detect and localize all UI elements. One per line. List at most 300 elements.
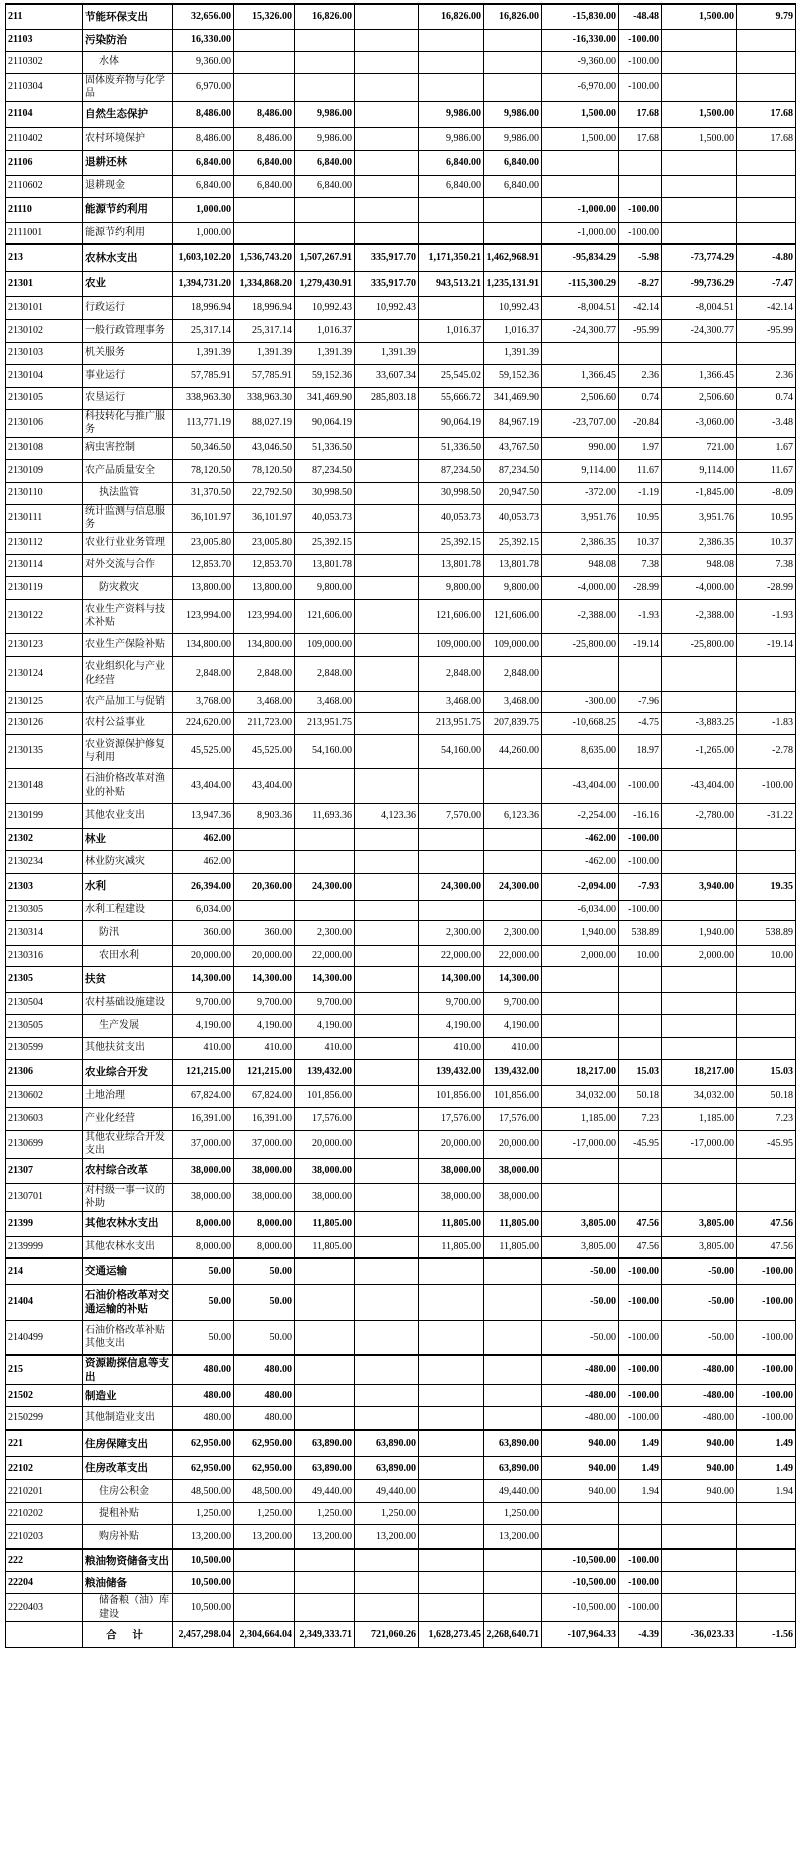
cell-value-9: -4,000.00 (662, 576, 737, 599)
cell-value-9: 3,805.00 (662, 1236, 737, 1258)
table-row (6, 734, 796, 768)
cell-item-name: 水利工程建设 (83, 900, 173, 920)
cell-value-3: 40,053.73 (295, 504, 355, 532)
cell-value-8 (619, 656, 662, 691)
table-row (6, 1236, 796, 1258)
cell-value-8: 50.18 (619, 1085, 662, 1107)
cell-value-6: 11,805.00 (484, 1236, 542, 1258)
cell-value-9: -3,060.00 (662, 409, 737, 437)
cell-value-8: -100.00 (619, 850, 662, 873)
cell-value-1: 10,500.00 (173, 1549, 234, 1572)
cell-value-9 (662, 1503, 737, 1525)
cell-value-8: -100.00 (619, 1320, 662, 1355)
cell-value-3 (295, 197, 355, 222)
cell-value-5 (419, 1385, 484, 1407)
cell-value-3: 11,805.00 (295, 1211, 355, 1236)
cell-value-7 (542, 656, 619, 691)
cell-value-3: 14,300.00 (295, 966, 355, 992)
cell-value-10: 1.49 (737, 1457, 796, 1480)
cell-item-name: 农村环境保护 (83, 127, 173, 150)
cell-value-4 (355, 1236, 419, 1258)
cell-value-2: 18,996.94 (234, 296, 295, 319)
cell-value-9 (662, 342, 737, 364)
cell-value-3: 13,200.00 (295, 1525, 355, 1549)
cell-value-7: -2,388.00 (542, 599, 619, 633)
cell-value-10 (737, 29, 796, 51)
cell-value-5: 1,171,350.21 (419, 244, 484, 271)
cell-value-6 (484, 51, 542, 73)
table-row (6, 504, 796, 532)
cell-value-8: -1.19 (619, 482, 662, 504)
table-row (6, 633, 796, 656)
cell-item-name: 储备粮（油）库建设 (83, 1594, 173, 1622)
table-row (6, 244, 796, 271)
cell-item-name: 林业防灾减灾 (83, 850, 173, 873)
cell-value-5 (419, 1572, 484, 1594)
cell-value-3: 63,890.00 (295, 1457, 355, 1480)
cell-item-name: 农业组织化与产业化经营 (83, 656, 173, 691)
cell-value-6: 2,268,640.71 (484, 1622, 542, 1648)
cell-value-7: -462.00 (542, 850, 619, 873)
table-row (6, 920, 796, 945)
cell-value-5 (419, 1430, 484, 1457)
cell-value-4 (355, 1385, 419, 1407)
cell-value-5: 40,053.73 (419, 504, 484, 532)
cell-value-10: 50.18 (737, 1085, 796, 1107)
cell-value-3 (295, 1284, 355, 1320)
cell-value-1: 32,656.00 (173, 4, 234, 29)
cell-value-1: 121,215.00 (173, 1059, 234, 1085)
cell-value-8 (619, 1525, 662, 1549)
cell-code: 21110 (6, 197, 83, 222)
cell-value-4 (355, 966, 419, 992)
cell-value-3: 2,300.00 (295, 920, 355, 945)
cell-value-10: 0.74 (737, 387, 796, 409)
cell-value-3: 1,016.37 (295, 319, 355, 342)
cell-value-4 (355, 1014, 419, 1037)
cell-value-1: 13,947.36 (173, 803, 234, 828)
cell-value-10 (737, 992, 796, 1014)
cell-value-5: 54,160.00 (419, 734, 484, 768)
cell-value-7: -1,000.00 (542, 197, 619, 222)
cell-value-4 (355, 175, 419, 197)
cell-value-4: 1,250.00 (355, 1503, 419, 1525)
table-row (6, 1183, 796, 1211)
table-row (6, 1355, 796, 1385)
cell-value-5: 943,513.21 (419, 271, 484, 296)
cell-value-4 (355, 1258, 419, 1284)
cell-value-2: 57,785.91 (234, 364, 295, 387)
cell-value-7: -15,830.00 (542, 4, 619, 29)
cell-value-9: -3,883.25 (662, 712, 737, 734)
cell-value-6 (484, 1258, 542, 1284)
cell-value-4: 1,391.39 (355, 342, 419, 364)
cell-value-8: -100.00 (619, 197, 662, 222)
cell-value-5: 38,000.00 (419, 1183, 484, 1211)
cell-value-8: -100.00 (619, 1572, 662, 1594)
cell-value-7 (542, 1503, 619, 1525)
cell-value-1: 20,000.00 (173, 945, 234, 966)
table-row (6, 1320, 796, 1355)
cell-value-6 (484, 900, 542, 920)
cell-value-6: 139,432.00 (484, 1059, 542, 1085)
cell-value-1: 2,848.00 (173, 656, 234, 691)
cell-value-1: 4,190.00 (173, 1014, 234, 1037)
table-row (6, 576, 796, 599)
cell-value-7 (542, 175, 619, 197)
cell-value-7: 3,805.00 (542, 1211, 619, 1236)
table-row (6, 271, 796, 296)
cell-value-10 (737, 1525, 796, 1549)
cell-value-1: 26,394.00 (173, 873, 234, 900)
cell-value-8: -100.00 (619, 768, 662, 803)
cell-value-2: 1,334,868.20 (234, 271, 295, 296)
cell-value-4: 33,607.34 (355, 364, 419, 387)
cell-value-9 (662, 656, 737, 691)
cell-value-7: -6,034.00 (542, 900, 619, 920)
cell-value-4 (355, 900, 419, 920)
cell-value-10: 10.95 (737, 504, 796, 532)
cell-value-9 (662, 175, 737, 197)
cell-item-name: 污染防治 (83, 29, 173, 51)
cell-value-9: -50.00 (662, 1284, 737, 1320)
cell-value-10: -1.83 (737, 712, 796, 734)
cell-value-5: 25,545.02 (419, 364, 484, 387)
cell-value-5 (419, 222, 484, 244)
cell-value-6: 59,152.36 (484, 364, 542, 387)
cell-value-1: 8,000.00 (173, 1236, 234, 1258)
cell-value-6 (484, 1407, 542, 1430)
cell-value-5: 11,805.00 (419, 1211, 484, 1236)
cell-value-2: 50.00 (234, 1258, 295, 1284)
cell-value-2 (234, 1572, 295, 1594)
cell-value-7: -23,707.00 (542, 409, 619, 437)
cell-value-3: 51,336.50 (295, 437, 355, 459)
cell-value-8 (619, 1183, 662, 1211)
cell-value-4 (355, 319, 419, 342)
cell-value-2: 134,800.00 (234, 633, 295, 656)
cell-value-5 (419, 73, 484, 101)
cell-value-6 (484, 1549, 542, 1572)
cell-value-5: 6,840.00 (419, 175, 484, 197)
cell-value-5: 51,336.50 (419, 437, 484, 459)
cell-value-3: 11,693.36 (295, 803, 355, 828)
cell-value-3: 38,000.00 (295, 1158, 355, 1183)
cell-value-8: 10.00 (619, 945, 662, 966)
cell-value-2: 8,486.00 (234, 101, 295, 127)
cell-value-10: -100.00 (737, 1284, 796, 1320)
cell-value-9 (662, 1183, 737, 1211)
cell-value-8: -100.00 (619, 51, 662, 73)
table-row (6, 222, 796, 244)
cell-value-5: 20,000.00 (419, 1130, 484, 1158)
cell-value-5: 2,848.00 (419, 656, 484, 691)
cell-value-6: 1,235,131.91 (484, 271, 542, 296)
cell-item-name: 住房公积金 (83, 1480, 173, 1503)
table-row (6, 1258, 796, 1284)
table-row (6, 1480, 796, 1503)
cell-value-2: 3,468.00 (234, 691, 295, 712)
cell-value-3: 59,152.36 (295, 364, 355, 387)
cell-code: 2130314 (6, 920, 83, 945)
cell-value-9: 2,506.60 (662, 387, 737, 409)
cell-value-9: -36,023.33 (662, 1622, 737, 1648)
cell-value-7: -95,834.29 (542, 244, 619, 271)
cell-value-9 (662, 51, 737, 73)
cell-code: 2210203 (6, 1525, 83, 1549)
cell-code: 21399 (6, 1211, 83, 1236)
cell-value-1: 48,500.00 (173, 1480, 234, 1503)
cell-value-6: 14,300.00 (484, 966, 542, 992)
table-row (6, 437, 796, 459)
cell-value-8: 17.68 (619, 101, 662, 127)
cell-value-8: -100.00 (619, 1258, 662, 1284)
cell-value-10: -1.56 (737, 1622, 796, 1648)
cell-value-3: 16,826.00 (295, 4, 355, 29)
cell-value-5: 87,234.50 (419, 459, 484, 482)
cell-value-10: 15.03 (737, 1059, 796, 1085)
cell-code: 2130124 (6, 656, 83, 691)
cell-value-3: 1,250.00 (295, 1503, 355, 1525)
cell-value-7: -16,330.00 (542, 29, 619, 51)
cell-value-8: 11.67 (619, 459, 662, 482)
cell-value-1: 360.00 (173, 920, 234, 945)
cell-code: 2130111 (6, 504, 83, 532)
cell-value-3 (295, 900, 355, 920)
table-row (6, 101, 796, 127)
cell-value-7 (542, 150, 619, 175)
cell-value-3: 9,800.00 (295, 576, 355, 599)
cell-value-1: 13,200.00 (173, 1525, 234, 1549)
cell-value-5 (419, 850, 484, 873)
cell-value-9: -480.00 (662, 1385, 737, 1407)
table-row (6, 1457, 796, 1480)
cell-value-8: -4.39 (619, 1622, 662, 1648)
cell-value-9: -2,780.00 (662, 803, 737, 828)
cell-value-8: -100.00 (619, 1594, 662, 1622)
cell-value-4 (355, 482, 419, 504)
cell-value-4 (355, 712, 419, 734)
cell-value-1: 9,360.00 (173, 51, 234, 73)
cell-value-1: 43,404.00 (173, 768, 234, 803)
cell-value-4 (355, 1059, 419, 1085)
cell-value-2: 12,853.70 (234, 554, 295, 576)
table-row (6, 364, 796, 387)
cell-value-5: 109,000.00 (419, 633, 484, 656)
cell-value-1: 462.00 (173, 850, 234, 873)
cell-value-1: 50,346.50 (173, 437, 234, 459)
cell-value-3: 30,998.50 (295, 482, 355, 504)
cell-code: 21302 (6, 828, 83, 850)
cell-value-1: 31,370.50 (173, 482, 234, 504)
cell-value-8: -20.84 (619, 409, 662, 437)
cell-value-7: -25,800.00 (542, 633, 619, 656)
cell-item-name: 农业行业业务管理 (83, 532, 173, 554)
cell-value-9: -480.00 (662, 1355, 737, 1385)
cell-value-3 (295, 1320, 355, 1355)
cell-value-4: 10,992.43 (355, 296, 419, 319)
cell-value-10: -8.09 (737, 482, 796, 504)
cell-value-10: 11.67 (737, 459, 796, 482)
cell-value-4 (355, 459, 419, 482)
cell-item-name: 固体废弃物与化学品 (83, 73, 173, 101)
cell-value-4 (355, 101, 419, 127)
cell-value-4 (355, 1107, 419, 1130)
cell-item-name: 退耕现金 (83, 175, 173, 197)
cell-value-5: 410.00 (419, 1037, 484, 1059)
cell-value-2: 1,391.39 (234, 342, 295, 364)
cell-code: 21305 (6, 966, 83, 992)
cell-value-1: 10,500.00 (173, 1594, 234, 1622)
cell-value-3: 25,392.15 (295, 532, 355, 554)
cell-value-10: 19.35 (737, 873, 796, 900)
cell-value-2: 23,005.80 (234, 532, 295, 554)
cell-code: 2130102 (6, 319, 83, 342)
cell-value-3 (295, 1355, 355, 1385)
cell-item-name: 机关服务 (83, 342, 173, 364)
cell-value-5 (419, 1525, 484, 1549)
cell-value-7: 940.00 (542, 1430, 619, 1457)
cell-value-7: -50.00 (542, 1284, 619, 1320)
cell-value-10 (737, 966, 796, 992)
cell-item-name: 生产发展 (83, 1014, 173, 1037)
cell-value-2: 62,950.00 (234, 1457, 295, 1480)
cell-value-2: 8,000.00 (234, 1236, 295, 1258)
cell-value-5 (419, 1457, 484, 1480)
cell-item-name: 其他农林水支出 (83, 1236, 173, 1258)
cell-value-5: 139,432.00 (419, 1059, 484, 1085)
cell-item-name: 石油价格改革对渔业的补贴 (83, 768, 173, 803)
cell-code: 21303 (6, 873, 83, 900)
cell-value-7 (542, 1014, 619, 1037)
cell-value-8: 10.95 (619, 504, 662, 532)
cell-code: 2130105 (6, 387, 83, 409)
cell-code: 2130114 (6, 554, 83, 576)
cell-value-3 (295, 828, 355, 850)
cell-value-5 (419, 1284, 484, 1320)
cell-value-1: 50.00 (173, 1284, 234, 1320)
total-row (6, 1622, 796, 1648)
table-row (6, 1430, 796, 1457)
cell-code: 2130599 (6, 1037, 83, 1059)
cell-value-10: 47.56 (737, 1236, 796, 1258)
cell-code: 2130126 (6, 712, 83, 734)
cell-value-10: -100.00 (737, 1320, 796, 1355)
cell-item-name: 对村级一事一议的补助 (83, 1183, 173, 1211)
cell-value-4 (355, 504, 419, 532)
cell-value-9 (662, 1037, 737, 1059)
cell-value-6: 2,848.00 (484, 656, 542, 691)
cell-value-6: 84,967.19 (484, 409, 542, 437)
cell-value-3: 1,507,267.91 (295, 244, 355, 271)
cell-item-name: 石油价格改革对交通运输的补贴 (83, 1284, 173, 1320)
cell-code: 2130305 (6, 900, 83, 920)
cell-value-6: 38,000.00 (484, 1158, 542, 1183)
cell-value-8 (619, 1014, 662, 1037)
cell-value-10: 17.68 (737, 101, 796, 127)
cell-value-5: 2,300.00 (419, 920, 484, 945)
cell-value-7: 2,000.00 (542, 945, 619, 966)
cell-code: 2130505 (6, 1014, 83, 1037)
cell-value-5 (419, 29, 484, 51)
cell-value-9: 721.00 (662, 437, 737, 459)
cell-value-5: 30,998.50 (419, 482, 484, 504)
cell-value-4 (355, 1594, 419, 1622)
cell-code: 222 (6, 1549, 83, 1572)
cell-value-3 (295, 1549, 355, 1572)
table-row (6, 482, 796, 504)
cell-value-7 (542, 1525, 619, 1549)
cell-value-10 (737, 1183, 796, 1211)
cell-value-2: 20,000.00 (234, 945, 295, 966)
cell-value-6: 24,300.00 (484, 873, 542, 900)
cell-value-7: 2,506.60 (542, 387, 619, 409)
cell-code: 2210201 (6, 1480, 83, 1503)
cell-value-10 (737, 900, 796, 920)
cell-value-7: 990.00 (542, 437, 619, 459)
cell-item-name: 农业生产资料与技术补贴 (83, 599, 173, 633)
cell-value-8: -95.99 (619, 319, 662, 342)
cell-value-2: 8,486.00 (234, 127, 295, 150)
cell-value-8: -7.96 (619, 691, 662, 712)
cell-value-9 (662, 691, 737, 712)
cell-value-6 (484, 1355, 542, 1385)
cell-value-1: 1,394,731.20 (173, 271, 234, 296)
cell-value-2 (234, 73, 295, 101)
cell-value-3 (295, 1258, 355, 1284)
cell-value-6: 9,800.00 (484, 576, 542, 599)
cell-value-1: 8,000.00 (173, 1211, 234, 1236)
table-row (6, 387, 796, 409)
cell-value-8 (619, 966, 662, 992)
cell-value-3: 121,606.00 (295, 599, 355, 633)
budget-table-container (5, 3, 796, 1648)
cell-value-4 (355, 1355, 419, 1385)
cell-value-9 (662, 1158, 737, 1183)
cell-item-name: 统计监测与信息服务 (83, 504, 173, 532)
cell-value-5 (419, 900, 484, 920)
table-row (6, 1037, 796, 1059)
table-row (6, 712, 796, 734)
cell-value-2: 2,304,664.04 (234, 1622, 295, 1648)
cell-value-7: -4,000.00 (542, 576, 619, 599)
cell-value-10 (737, 51, 796, 73)
cell-value-3 (295, 222, 355, 244)
cell-value-3: 139,432.00 (295, 1059, 355, 1085)
cell-value-9 (662, 1549, 737, 1572)
cell-code: 2210202 (6, 1503, 83, 1525)
table-row (6, 1549, 796, 1572)
table-row (6, 319, 796, 342)
cell-value-4 (355, 73, 419, 101)
cell-value-3 (295, 29, 355, 51)
cell-value-9: 2,000.00 (662, 945, 737, 966)
table-row (6, 599, 796, 633)
cell-value-5: 4,190.00 (419, 1014, 484, 1037)
cell-value-2 (234, 51, 295, 73)
cell-item-name: 科技转化与推广服务 (83, 409, 173, 437)
cell-value-8: 15.03 (619, 1059, 662, 1085)
cell-value-4 (355, 992, 419, 1014)
cell-item-name: 农业综合开发 (83, 1059, 173, 1085)
cell-value-9: -480.00 (662, 1407, 737, 1430)
cell-item-name: 农产品质量安全 (83, 459, 173, 482)
cell-value-6: 13,200.00 (484, 1525, 542, 1549)
cell-value-6 (484, 850, 542, 873)
cell-value-2: 78,120.50 (234, 459, 295, 482)
cell-value-9 (662, 1572, 737, 1594)
cell-value-10: -31.22 (737, 803, 796, 828)
